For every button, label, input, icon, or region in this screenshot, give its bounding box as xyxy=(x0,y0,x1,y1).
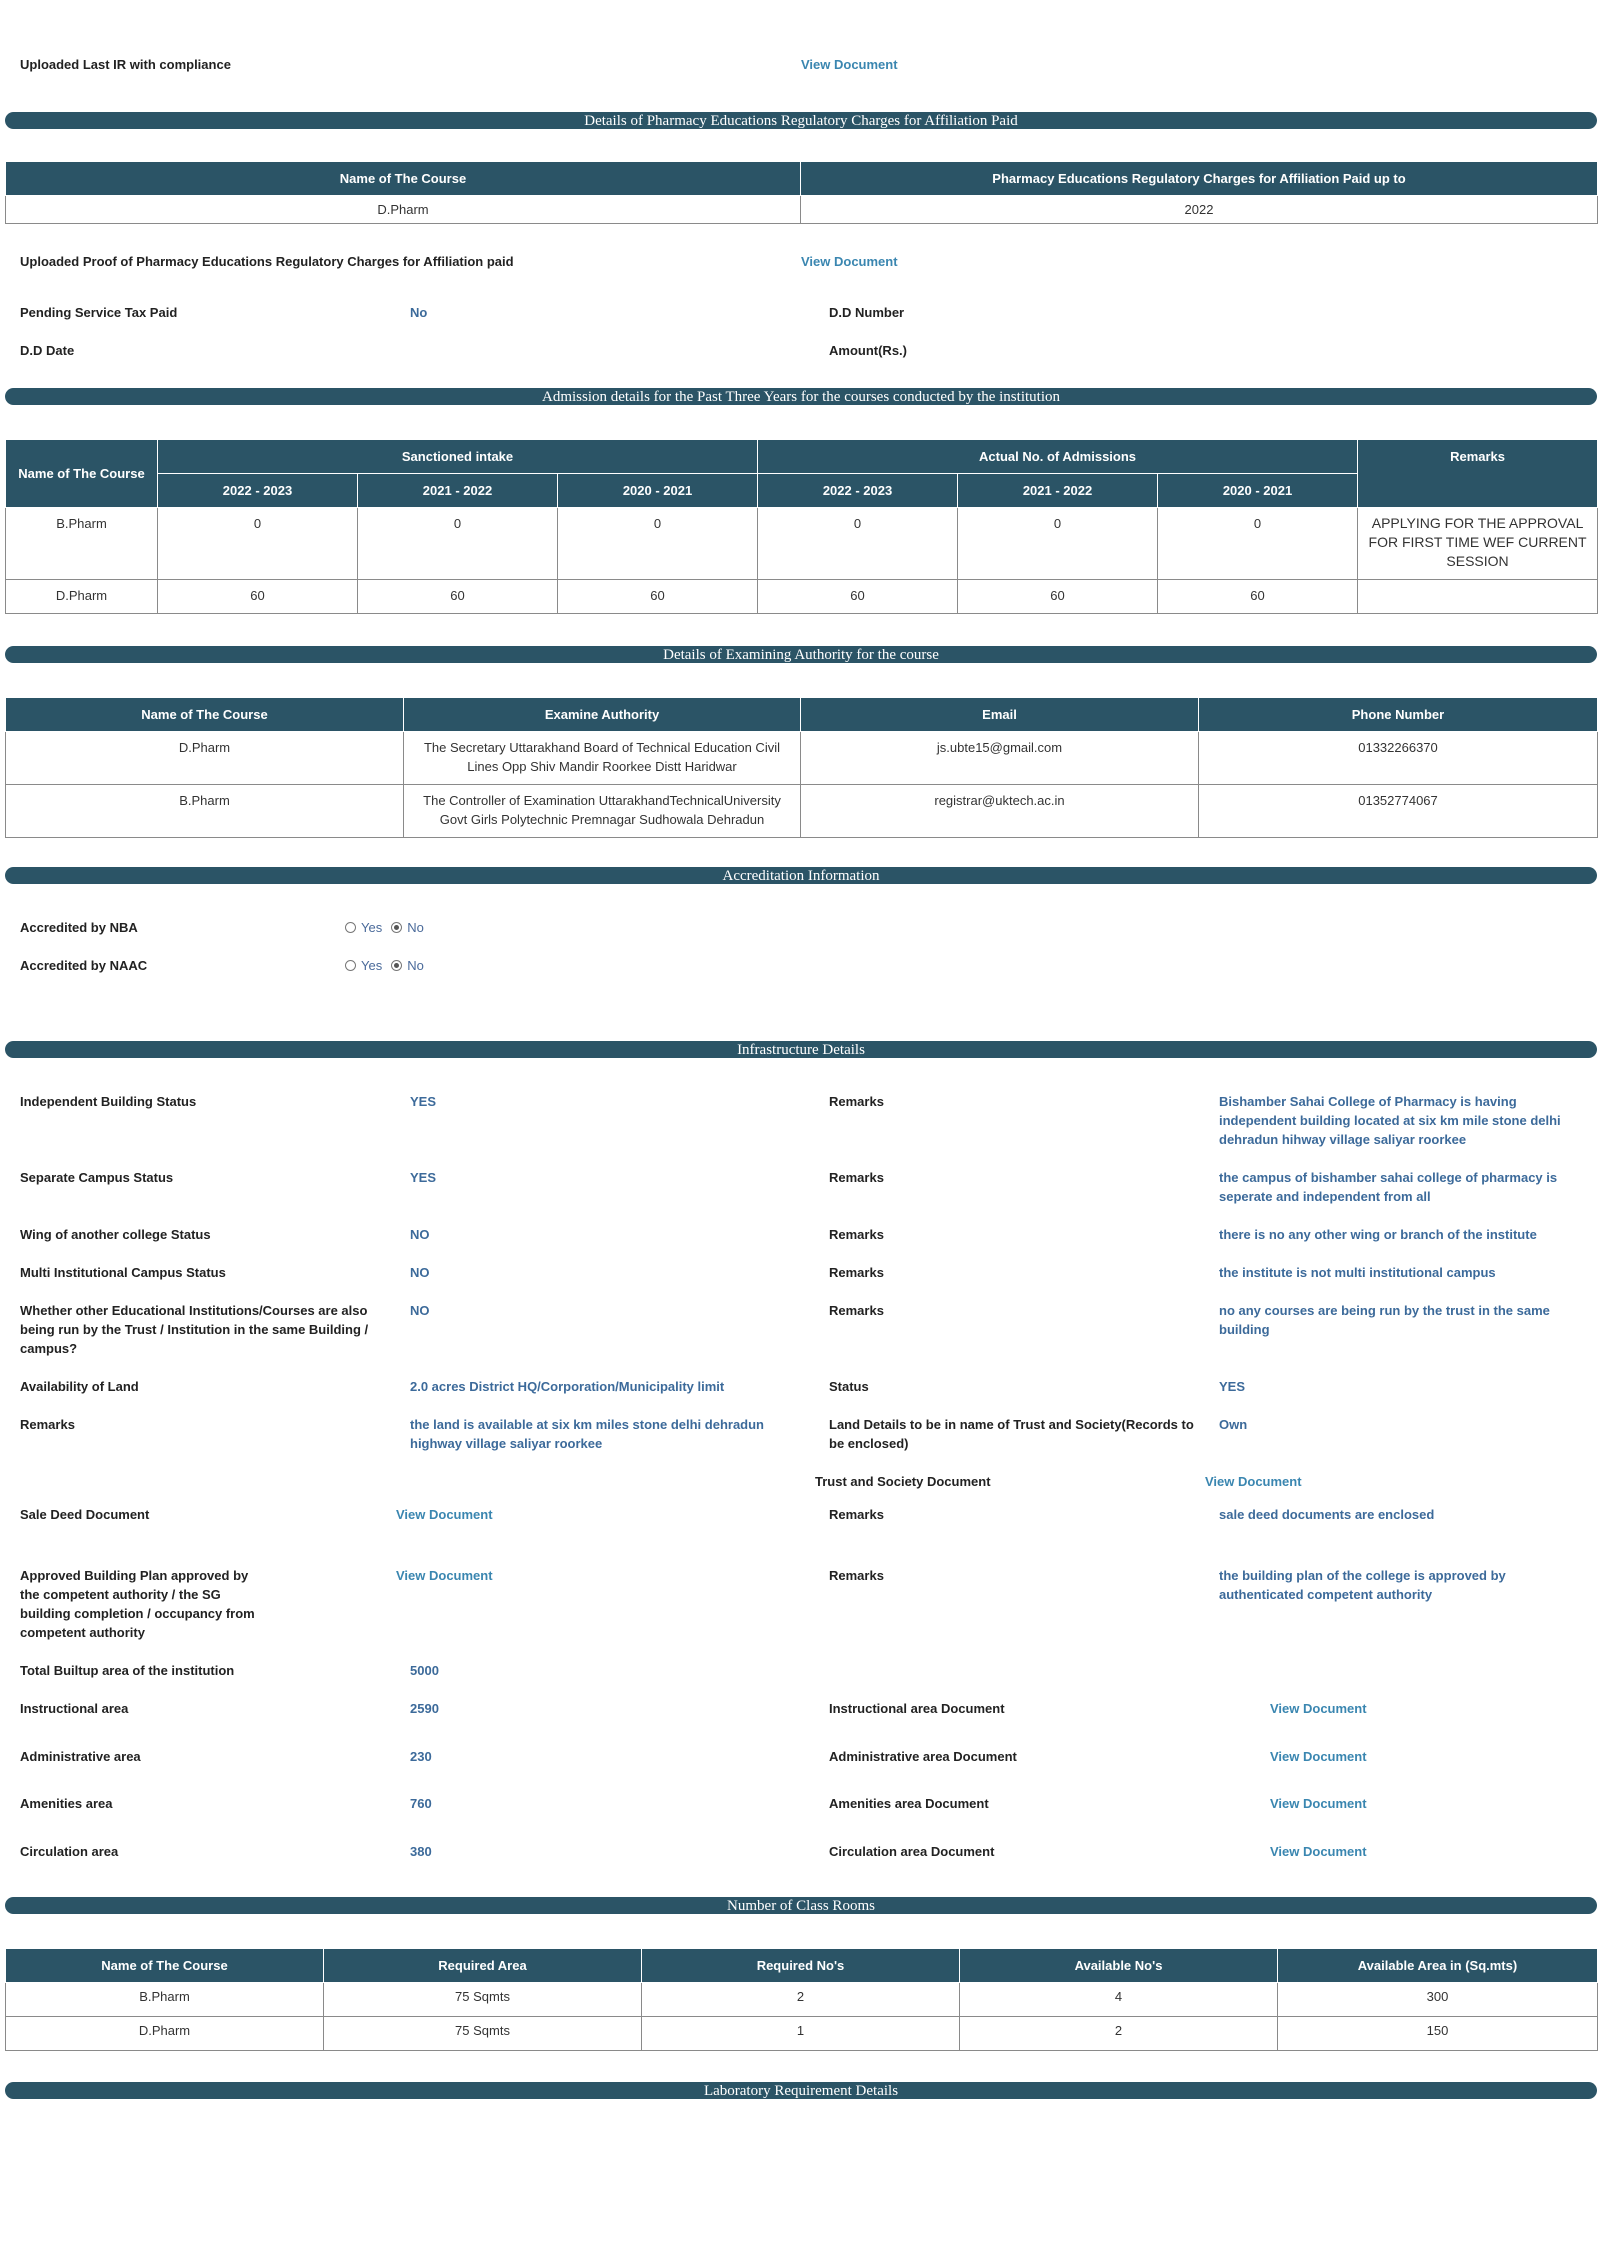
sale-deed-label: Sale Deed Document xyxy=(20,1507,150,1522)
land-remarks-label: Remarks xyxy=(20,1417,75,1432)
administrative-area-value: 230 xyxy=(410,1749,432,1764)
trust-society-view-document-link[interactable]: View Document xyxy=(1205,1474,1302,1489)
land-details-label: Land Details to be in name of Trust and Society(Records to be enclosed) xyxy=(829,1417,1194,1451)
cell-sanctioned: 0 xyxy=(558,508,758,580)
cell-remarks: APPLYING FOR THE APPROVAL FOR FIRST TIME WEF CURRENT SESSION xyxy=(1358,508,1598,580)
ir-view-document-link[interactable]: View Document xyxy=(801,57,898,72)
cell-available-area: 300 xyxy=(1278,1983,1598,2017)
naac-yes-radio[interactable] xyxy=(345,960,356,971)
table-row xyxy=(6,2017,1598,2051)
administrative-area-document-label: Administrative area Document xyxy=(829,1749,1017,1764)
section-header-admission: Admission details for the Past Three Years for the courses conducted by the institution xyxy=(5,388,1597,405)
col-header: Examine Authority xyxy=(404,698,801,732)
land-status-label: Status xyxy=(829,1379,869,1394)
table-row xyxy=(6,580,1598,614)
table-row xyxy=(6,508,1598,580)
cell-authority: The Controller of Examination UttarakhandTechnicalUniversity Govt Girls Polytechnic Premnagar Sudhowala Dehradun xyxy=(404,785,801,838)
independent-building-value: YES xyxy=(410,1094,437,1109)
remarks-label: Remarks xyxy=(829,1507,884,1522)
remarks-label: Remarks xyxy=(829,1303,884,1318)
cell-sanctioned: 60 xyxy=(358,580,558,614)
nba-label: Accredited by NBA xyxy=(20,920,138,935)
cell-available-nos: 2 xyxy=(960,2017,1278,2051)
col-header-year: 2021 - 2022 xyxy=(958,474,1158,508)
col-header-year: 2021 - 2022 xyxy=(358,474,558,508)
remarks-label: Remarks xyxy=(829,1227,884,1242)
remarks-label: Remarks xyxy=(829,1568,884,1583)
other-institutions-remarks: no any courses are being run by the trust in the same building xyxy=(1219,1303,1550,1337)
separate-campus-value: YES xyxy=(410,1170,437,1185)
other-institutions-label: Whether other Educational Institutions/Courses are also being run by the Trust / Institution in the same Building / campus? xyxy=(20,1303,369,1356)
remarks-label: Remarks xyxy=(829,1265,884,1280)
col-header-year: 2022 - 2023 xyxy=(758,474,958,508)
amenities-area-value: 760 xyxy=(410,1796,432,1811)
admission-table xyxy=(5,439,1598,614)
instructional-area-label: Instructional area xyxy=(20,1701,129,1716)
builtup-area-label: Total Builtup area of the institution xyxy=(20,1663,235,1678)
instructional-area-value: 2590 xyxy=(410,1701,439,1716)
amount-label: Amount(Rs.) xyxy=(829,343,907,358)
cell-phone: 01332266370 xyxy=(1199,732,1598,785)
cell-sanctioned: 0 xyxy=(358,508,558,580)
cell-required-nos: 1 xyxy=(642,2017,960,2051)
cell-course: B.Pharm xyxy=(6,1983,324,2017)
administrative-area-label: Administrative area xyxy=(20,1749,141,1764)
proof-view-document-link[interactable]: View Document xyxy=(801,254,898,269)
col-header: Name of The Course xyxy=(6,162,801,196)
cell-available-nos: 4 xyxy=(960,1983,1278,2017)
building-plan-remarks: the building plan of the college is approved by authenticated competent authority xyxy=(1219,1568,1506,1602)
section-header-infrastructure: Infrastructure Details xyxy=(5,1041,1597,1058)
naac-radio-group xyxy=(345,958,433,973)
cell-available-area: 150 xyxy=(1278,2017,1598,2051)
sale-deed-view-document-link[interactable]: View Document xyxy=(396,1507,493,1522)
circulation-area-value: 380 xyxy=(410,1844,432,1859)
cell-course: D.Pharm xyxy=(6,2017,324,2051)
sale-deed-remarks: sale deed documents are enclosed xyxy=(1219,1507,1435,1522)
section-header-laboratory: Laboratory Requirement Details xyxy=(5,2082,1597,2099)
cell-actual: 60 xyxy=(758,580,958,614)
builtup-area-value: 5000 xyxy=(410,1663,439,1678)
separate-campus-label: Separate Campus Status xyxy=(20,1170,174,1185)
separate-campus-remarks: the campus of bishamber sahai college of pharmacy is seperate and independent from all xyxy=(1219,1170,1558,1204)
building-plan-view-document-link[interactable]: View Document xyxy=(396,1568,493,1583)
cell-email: js.ubte15@gmail.com xyxy=(801,732,1199,785)
wing-value: NO xyxy=(410,1227,430,1242)
instructional-area-document-label: Instructional area Document xyxy=(829,1701,1005,1716)
classrooms-table xyxy=(5,1948,1598,2051)
wing-remarks: there is no any other wing or branch of the institute xyxy=(1219,1227,1537,1242)
col-header-course: Name of The Course xyxy=(6,440,158,508)
cell-phone: 01352774067 xyxy=(1199,785,1598,838)
cell-sanctioned: 60 xyxy=(558,580,758,614)
table-row xyxy=(6,196,1598,224)
examining-table xyxy=(5,697,1598,838)
amenities-area-document-label: Amenities area Document xyxy=(829,1796,989,1811)
nba-radio-group xyxy=(345,920,433,935)
col-header-actual: Actual No. of Admissions xyxy=(758,440,1358,474)
cell-course: B.Pharm xyxy=(6,785,404,838)
building-plan-label: Approved Building Plan approved by the competent authority / the SG building completion / occupancy from competent authority xyxy=(20,1568,255,1640)
cell-remarks xyxy=(1358,580,1598,614)
cell-paid-upto: 2022 xyxy=(801,196,1598,224)
section-header-examining: Details of Examining Authority for the course xyxy=(5,646,1597,663)
col-header: Name of The Course xyxy=(6,1949,324,1983)
trust-society-document-label: Trust and Society Document xyxy=(815,1474,991,1489)
cell-course: D.Pharm xyxy=(6,580,158,614)
section-header-accreditation: Accreditation Information xyxy=(5,867,1597,884)
cell-course: D.Pharm xyxy=(6,732,404,785)
nba-no-label: No xyxy=(407,920,424,935)
cell-authority: The Secretary Uttarakhand Board of Technical Education Civil Lines Opp Shiv Mandir Roorkee Distt Haridwar xyxy=(404,732,801,785)
cell-email: registrar@uktech.ac.in xyxy=(801,785,1199,838)
col-header: Required Area xyxy=(324,1949,642,1983)
multi-campus-label: Multi Institutional Campus Status xyxy=(20,1265,226,1280)
section-header-classrooms: Number of Class Rooms xyxy=(5,1897,1597,1914)
nba-no-radio[interactable] xyxy=(391,922,402,933)
remarks-label: Remarks xyxy=(829,1094,884,1109)
cell-required-area: 75 Sqmts xyxy=(324,2017,642,2051)
land-availability-label: Availability of Land xyxy=(20,1379,139,1394)
table-row xyxy=(6,1983,1598,2017)
administrative-area-view-document-link[interactable]: View Document xyxy=(1270,1749,1367,1764)
col-header-year: 2022 - 2023 xyxy=(158,474,358,508)
multi-campus-value: NO xyxy=(410,1265,430,1280)
remarks-label: Remarks xyxy=(829,1170,884,1185)
independent-building-label: Independent Building Status xyxy=(20,1094,197,1109)
col-header: Required No's xyxy=(642,1949,960,1983)
cell-course: D.Pharm xyxy=(6,196,801,224)
naac-label: Accredited by NAAC xyxy=(20,958,148,973)
col-header: Phone Number xyxy=(1199,698,1598,732)
cell-required-area: 75 Sqmts xyxy=(324,1983,642,2017)
cell-actual: 0 xyxy=(1158,508,1358,580)
cell-sanctioned: 0 xyxy=(158,508,358,580)
instructional-area-view-document-link[interactable]: View Document xyxy=(1270,1701,1367,1716)
circulation-area-document-label: Circulation area Document xyxy=(829,1844,995,1859)
naac-no-radio[interactable] xyxy=(391,960,402,971)
cell-actual: 60 xyxy=(958,580,1158,614)
col-header: Email xyxy=(801,698,1199,732)
service-tax-value: No xyxy=(410,305,428,320)
col-header: Pharmacy Educations Regulatory Charges for Affiliation Paid up to xyxy=(801,162,1598,196)
col-header: Available No's xyxy=(960,1949,1278,1983)
amenities-area-label: Amenities area xyxy=(20,1796,113,1811)
col-header-year: 2020 - 2021 xyxy=(1158,474,1358,508)
table-row xyxy=(6,732,1598,785)
col-header-sanctioned: Sanctioned intake xyxy=(158,440,758,474)
wing-label: Wing of another college Status xyxy=(20,1227,211,1242)
nba-yes-label: Yes xyxy=(361,920,383,935)
naac-no-label: No xyxy=(407,958,424,973)
col-header: Available Area in (Sq.mts) xyxy=(1278,1949,1598,1983)
table-row xyxy=(6,785,1598,838)
cell-course: B.Pharm xyxy=(6,508,158,580)
cell-actual: 0 xyxy=(758,508,958,580)
section-header-regulatory: Details of Pharmacy Educations Regulatory Charges for Affiliation Paid xyxy=(5,112,1597,129)
independent-building-remarks: Bishamber Sahai College of Pharmacy is having independent building located at six km mile stone delhi dehradun hihway village saliyar roorkee xyxy=(1219,1094,1561,1147)
dd-number-label: D.D Number xyxy=(829,305,905,320)
multi-campus-remarks: the institute is not multi institutional campus xyxy=(1219,1265,1496,1280)
cell-required-nos: 2 xyxy=(642,1983,960,2017)
ir-label: Uploaded Last IR with compliance xyxy=(20,57,231,72)
land-remarks-value: the land is available at six km miles stone delhi dehradun highway village saliyar roorkee xyxy=(410,1417,765,1451)
amenities-area-view-document-link[interactable]: View Document xyxy=(1270,1796,1367,1811)
cell-sanctioned: 60 xyxy=(158,580,358,614)
nba-yes-radio[interactable] xyxy=(345,922,356,933)
circulation-area-label: Circulation area xyxy=(20,1844,119,1859)
circulation-area-view-document-link[interactable]: View Document xyxy=(1270,1844,1367,1859)
naac-yes-label: Yes xyxy=(361,958,383,973)
regulatory-table xyxy=(5,161,1598,224)
other-institutions-value: NO xyxy=(410,1303,430,1318)
col-header: Name of The Course xyxy=(6,698,404,732)
land-details-value: Own xyxy=(1219,1417,1248,1432)
dd-date-label: D.D Date xyxy=(20,343,75,358)
service-tax-label: Pending Service Tax Paid xyxy=(20,305,178,320)
col-header-remarks: Remarks xyxy=(1358,440,1598,508)
land-availability-value: 2.0 acres District HQ/Corporation/Municipality limit xyxy=(410,1379,725,1394)
cell-actual: 0 xyxy=(958,508,1158,580)
cell-actual: 60 xyxy=(1158,580,1358,614)
col-header-year: 2020 - 2021 xyxy=(558,474,758,508)
land-status-value: YES xyxy=(1219,1379,1246,1394)
proof-label: Uploaded Proof of Pharmacy Educations Regulatory Charges for Affiliation paid xyxy=(20,254,514,269)
